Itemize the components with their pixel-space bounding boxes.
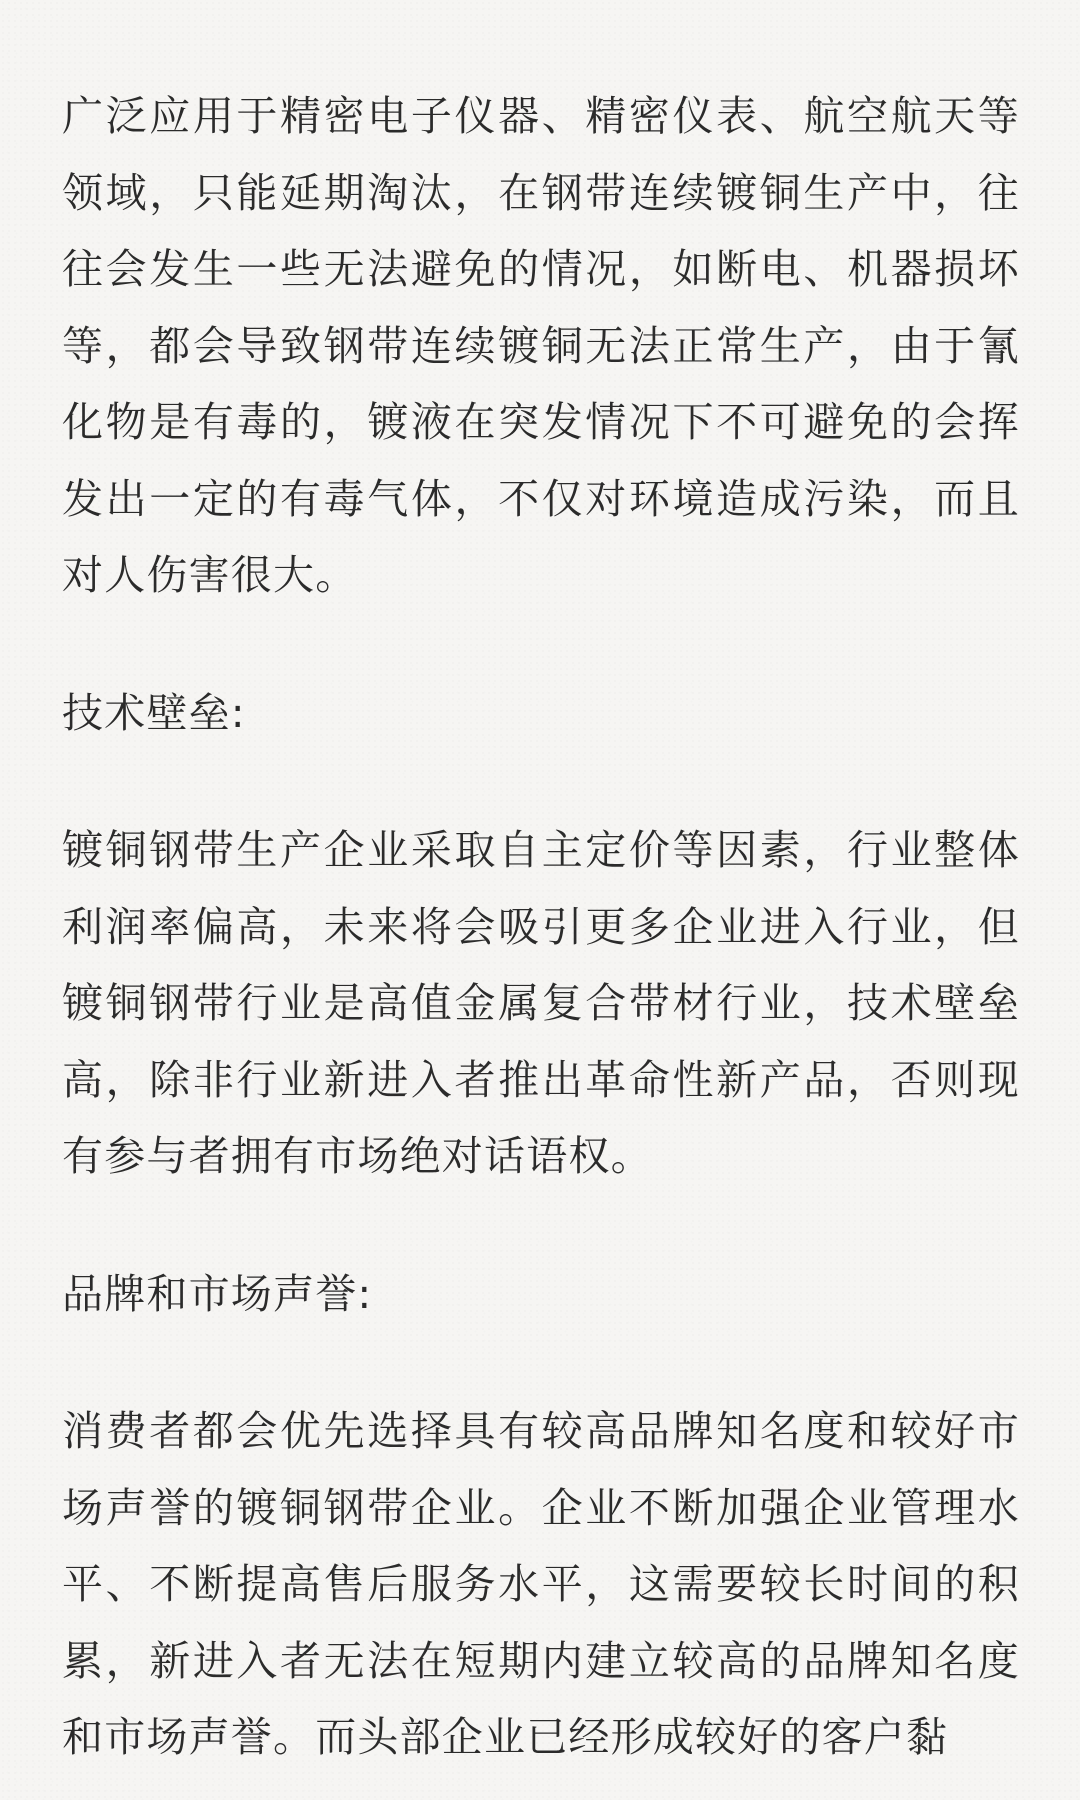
- paragraph-spacer: [62, 751, 1020, 812]
- paragraph-environment-risk: 广泛应用于精密电子仪器、精密仪表、航空航天等领域，只能延期淘汰，在钢带连续镀铜生产中，往往会发生一些无法避免的情况，如断电、机器损坏等，都会导致钢带连续镀铜无法正常生产，由于氰化物是有毒的，镀液在突发情况下不可避免的会挥发出一定的有毒气体，不仅对环境造成污染，而且对人伤害很大。: [62, 92, 1020, 599]
- paragraph-brand-reputation: 消费者都会优先选择具有较高品牌知名度和较好市场声誉的镀铜钢带企业。企业不断加强企业管理水平、不断提高售后服务水平，这需要较长时间的积累，新进入者无法在短期内建立较高的品牌知名度和市场声誉。而头部企业已经形成较好的客户黏: [62, 1407, 1020, 1761]
- section-heading-tech-barrier: 技术壁垒:: [62, 688, 246, 737]
- paragraph-spacer: [62, 1195, 1020, 1256]
- paragraph-spacer: [62, 614, 1020, 675]
- section-heading-brand: 品牌和市场声誉:: [62, 1269, 373, 1318]
- paragraph-spacer: [62, 1332, 1020, 1393]
- paragraph-tech-barrier: 镀铜钢带生产企业采取自主定价等因素，行业整体利润率偏高，未来将会吸引更多企业进入行业，但镀铜钢带行业是高值金属复合带材行业，技术壁垒高，除非行业新进入者推出革命性新产品，否则现有参与者拥有市场绝对话语权。: [62, 826, 1020, 1180]
